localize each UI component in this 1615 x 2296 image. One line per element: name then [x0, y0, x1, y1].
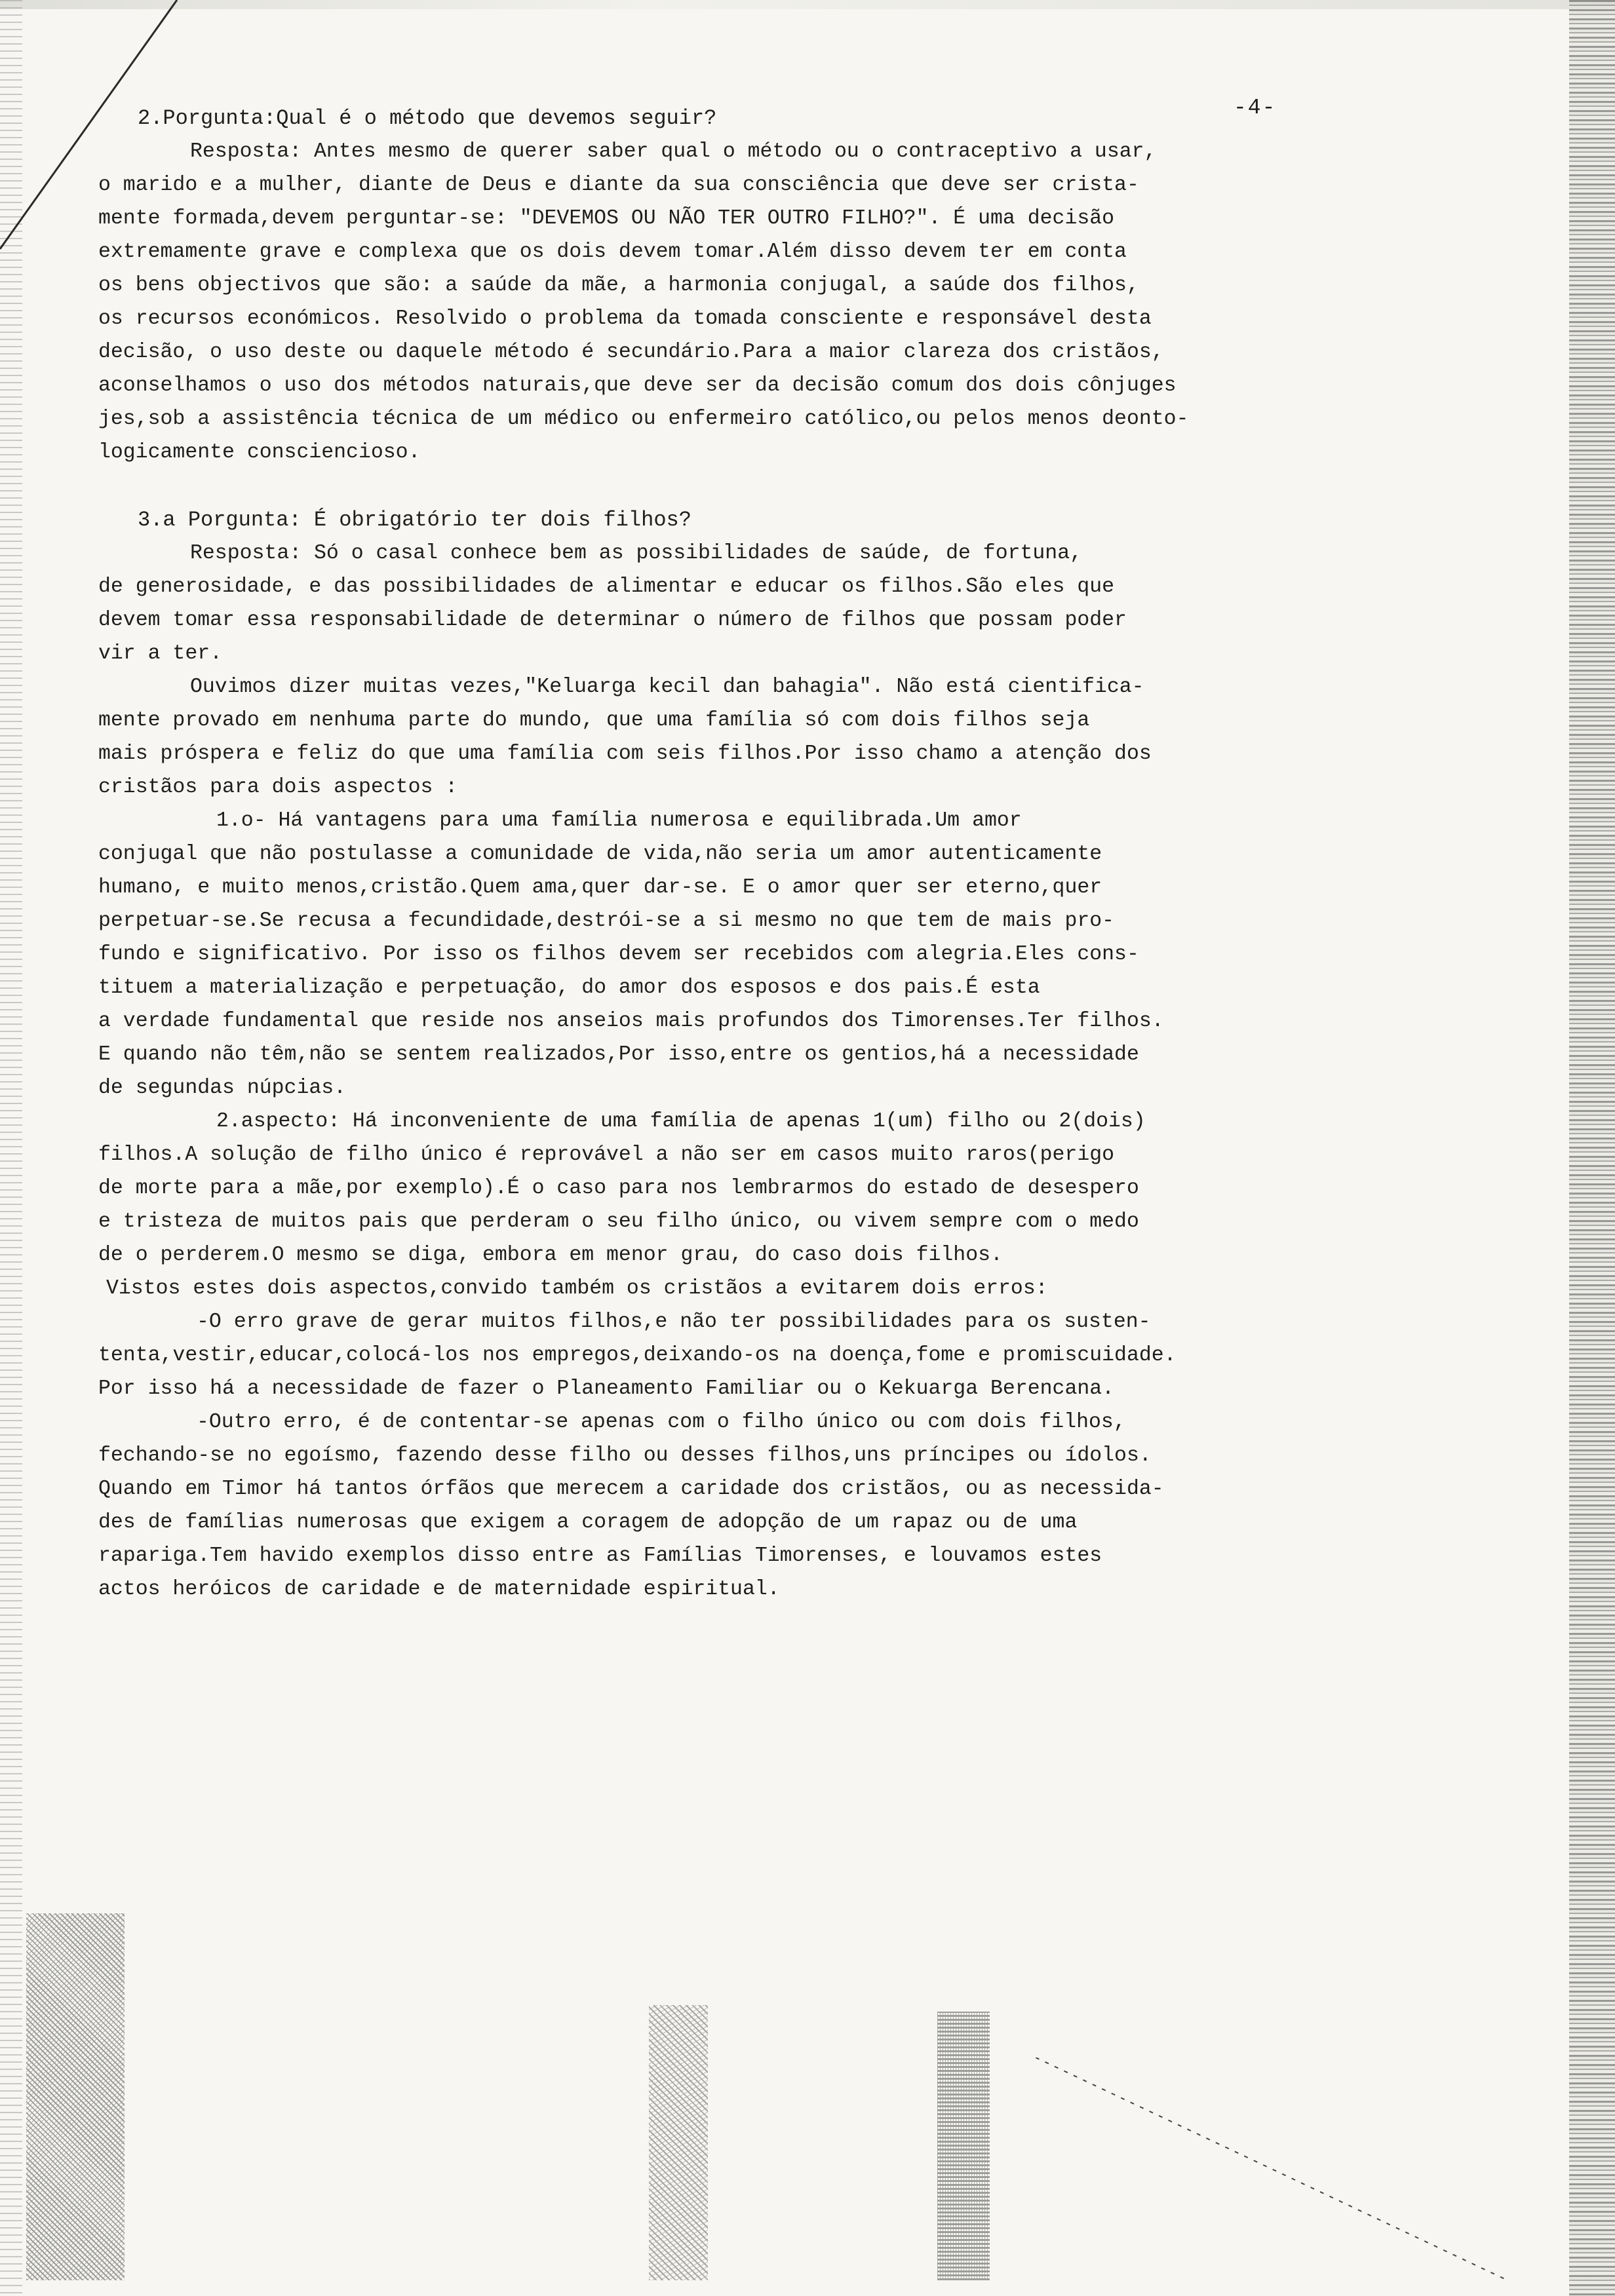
scan-noise-right [937, 2012, 990, 2280]
paragraph-line: -O erro grave de gerar muitos filhos,e não ter possibilidades para os susten- [197, 1311, 1151, 1333]
answer-line: mente formada,devem perguntar-se: "DEVEMOS OU NÃO TER OUTRO FILHO?". É uma decisão [98, 207, 1115, 230]
paragraph-line: tenta,vestir,educar,colocá-los nos empregos,deixando-os na doença,fome e promiscuidade. [98, 1344, 1177, 1367]
answer-line: aconselhamos o uso dos métodos naturais,que deve ser da decisão comum dos dois cônjuges [98, 374, 1177, 397]
paragraph-line: conjugal que não postulasse a comunidade de vida,não seria um amor autenticamente [98, 843, 1102, 866]
paragraph-line: 2.aspecto: Há inconveniente de uma família de apenas 1(um) filho ou 2(dois) [216, 1110, 1146, 1133]
question-2-heading: 2.Porgunta:Qual é o método que devemos seguir? [138, 106, 717, 130]
paragraph-ouvimos [98, 670, 1331, 804]
paragraph-line: de morte para a mãe,por exemplo).É o caso para nos lembrarmos do estado de desespero [98, 1177, 1139, 1200]
answer-line: logicamente consciencioso. [98, 441, 421, 464]
answer-line: extremamente grave e complexa que os dois devem tomar.Além disso devem ter em conta [98, 240, 1127, 263]
paragraph-line: fechando-se no egoísmo, fazendo desse filho ou desses filhos,uns príncipes ou ídolos. [98, 1444, 1152, 1467]
paragraph-line: Ouvimos dizer muitas vezes,"Keluarga kecil dan bahagia". Não está cientifica- [190, 676, 1144, 698]
answer-line: Resposta: Antes mesmo de querer saber qual o método ou o contraceptivo a usar, [190, 140, 1157, 163]
paragraph-line: humano, e muito menos,cristão.Quem ama,quer dar-se. E o amor quer ser eterno,quer [98, 876, 1102, 899]
answer-line: jes,sob a assistência técnica de um médico ou enfermeiro católico,ou pelos menos deonto- [98, 408, 1189, 430]
paragraph-error-2 [98, 1406, 1331, 1606]
paragraph-aspect-1 [98, 804, 1331, 1105]
paragraph-line: de segundas núpcias. [98, 1077, 347, 1100]
paragraph-error-1 [98, 1305, 1331, 1406]
paragraph-line: des de famílias numerosas que exigem a coragem de adopção de um rapaz ou de uma [98, 1511, 1078, 1534]
answer-line: vir a ter. [98, 642, 223, 665]
paragraph-line: cristãos para dois aspectos : [98, 776, 458, 799]
section-question-3 [98, 503, 1331, 670]
paragraph-line: Por isso há a necessidade de fazer o Planeamento Familiar ou o Kekuarga Berencana. [98, 1377, 1115, 1400]
paragraph-line: -Outro erro, é de contentar-se apenas com o filho único ou com dois filhos, [197, 1411, 1126, 1434]
paragraph-line: Vistos estes dois aspectos,convido também os cristãos a evitarem dois erros: [106, 1277, 1048, 1300]
page-number: -4- [1234, 96, 1277, 120]
paragraph-line: tituem a materialização e perpetuação, do amor dos esposos e dos pais.É esta [98, 976, 1040, 999]
scan-noise-center [649, 2005, 708, 2280]
paragraph-line: de o perderem.O mesmo se diga, embora em menor grau, do caso dois filhos. [98, 1244, 1003, 1267]
paragraph-line: Quando em Timor há tantos órfãos que merecem a caridade dos cristãos, ou as necessida- [98, 1478, 1164, 1501]
scan-top-edge [0, 0, 1615, 9]
section-gap [98, 469, 1331, 503]
paragraph-aspect-2 [98, 1105, 1331, 1305]
section-question-2 [98, 102, 1331, 469]
paragraph-line: mais próspera e feliz do que uma família com seis filhos.Por isso chamo a atenção dos [98, 742, 1152, 765]
paragraph-line: e tristeza de muitos pais que perderam o seu filho único, ou vivem sempre com o medo [98, 1210, 1139, 1233]
paragraph-line: perpetuar-se.Se recusa a fecundidade,destrói-se a si mesmo no que tem de mais pro- [98, 909, 1115, 932]
answer-line: os bens objectivos que são: a saúde da mãe, a harmonia conjugal, a saúde dos filhos, [98, 274, 1139, 297]
paragraph-line: filhos.A solução de filho único é reprovável a não ser em casos muito raros(perigo [98, 1143, 1115, 1166]
scan-noise-left [26, 1913, 125, 2280]
answer-line: de generosidade, e das possibilidades de alimentar e educar os filhos.São eles que [98, 575, 1115, 598]
paragraph-line: E quando não têm,não se sentem realizados,Por isso,entre os gentios,há a necessidade [98, 1043, 1139, 1066]
document-body [98, 102, 1331, 1606]
paragraph-line: rapariga.Tem havido exemplos disso entre as Famílias Timorenses, e louvamos estes [98, 1544, 1102, 1567]
scan-left-edge [0, 0, 22, 2296]
answer-line: os recursos económicos. Resolvido o problema da tomada consciente e responsável desta [98, 307, 1152, 330]
paragraph-line: fundo e significativo. Por isso os filhos devem ser recebidos com alegria.Eles cons- [98, 943, 1139, 966]
scan-right-edge [1569, 0, 1615, 2296]
answer-line: Resposta: Só o casal conhece bem as possibilidades de saúde, de fortuna, [190, 542, 1083, 565]
scan-diagonal-mark [1036, 2057, 1508, 2280]
answer-line: o marido e a mulher, diante de Deus e diante da sua consciência que deve ser crista- [98, 174, 1139, 197]
answer-line: decisão, o uso deste ou daquele método é secundário.Para a maior clareza dos cristãos, [98, 341, 1164, 364]
paragraph-line: mente provado em nenhuma parte do mundo, que uma família só com dois filhos seja [98, 709, 1090, 732]
paragraph-line: 1.o- Há vantagens para uma família numerosa e equilibrada.Um amor [216, 809, 1022, 832]
answer-line: devem tomar essa responsabilidade de determinar o número de filhos que possam poder [98, 609, 1127, 632]
question-3-heading: 3.a Porgunta: É obrigatório ter dois filhos? [138, 508, 691, 532]
paragraph-line: a verdade fundamental que reside nos anseios mais profundos dos Timorenses.Ter filhos. [98, 1010, 1164, 1033]
paragraph-line: actos heróicos de caridade e de maternidade espiritual. [98, 1578, 780, 1601]
